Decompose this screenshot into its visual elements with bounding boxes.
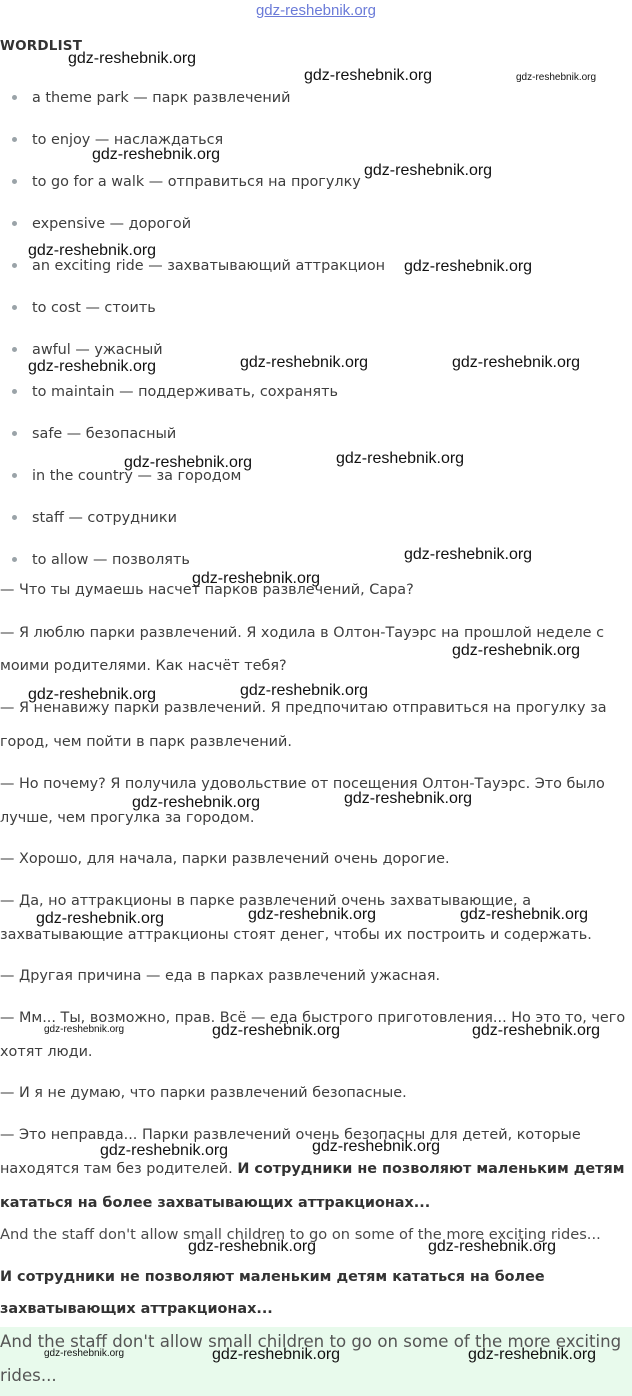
watermark: gdz-reshebnik.org [44, 1348, 125, 1359]
dialogue-line: — Что ты думаешь насчет парков развлечений, Сара? [0, 582, 414, 598]
english-translation: And the staff don't allow small children to go on some of the more exciting rides... [0, 1226, 601, 1243]
list-item: to go for a walk — отправиться на прогулку [12, 174, 612, 190]
list-item: a theme park — парк развлечений [12, 90, 612, 106]
watermark: gdz-reshebnik.org [28, 242, 157, 259]
dialogue-line: — Но почему? Я получила удовольствие от посещения Олтон-Тауэрс. Это было [0, 776, 605, 792]
watermark: gdz-reshebnik.org [212, 1022, 341, 1039]
watermark: gdz-reshebnik.org [124, 454, 253, 471]
bullet-icon [12, 95, 17, 100]
answer-text: rides... [0, 1366, 57, 1385]
answer-text: And the staff don't allow small children to go on some of the more exciting [0, 1332, 622, 1351]
bullet-icon [12, 389, 17, 394]
watermark: gdz-reshebnik.org [364, 162, 493, 179]
watermark: gdz-reshebnik.org [452, 642, 581, 659]
watermark: gdz-reshebnik.org [188, 1238, 317, 1255]
watermark: gdz-reshebnik.org [336, 450, 465, 467]
watermark: gdz-reshebnik.org [248, 906, 377, 923]
bullet-icon [12, 431, 17, 436]
highlighted-phrase: кататься на более захватывающих аттракционах... [0, 1195, 431, 1211]
highlighted-phrase: И сотрудники не позволяют маленьким детям кататься на более [0, 1269, 545, 1285]
list-item: safe — безопасный [12, 426, 612, 442]
list-item: to maintain — поддерживать, сохранять [12, 384, 612, 400]
list-item: to enjoy — наслаждаться [12, 132, 612, 148]
watermark: gdz-reshebnik.org [304, 67, 433, 84]
watermark: gdz-reshebnik.org [428, 1238, 557, 1255]
dialogue-line: моими родителями. Как насчёт тебя? [0, 658, 287, 674]
dialogue-line: хотят люди. [0, 1044, 93, 1060]
highlighted-phrase: И сотрудники не позволяют маленьким детям [237, 1161, 625, 1177]
watermark: gdz-reshebnik.org [192, 570, 321, 587]
list-item: an exciting ride — захватывающий аттракцион [12, 258, 612, 274]
bullet-icon [12, 221, 17, 226]
watermark: gdz-reshebnik.org [460, 906, 589, 923]
bullet-icon [12, 473, 17, 478]
watermark: gdz-reshebnik.org [100, 1142, 229, 1159]
list-item: staff — сотрудники [12, 510, 612, 526]
bullet-icon [12, 179, 17, 184]
dialogue-line: — И я не думаю, что парки развлечений безопасные. [0, 1085, 407, 1101]
watermark: gdz-reshebnik.org [344, 790, 473, 807]
dialogue-line: — Это неправда... Парки развлечений очень безопасны для детей, которые [0, 1127, 581, 1143]
bullet-icon [12, 347, 17, 352]
watermark: gdz-reshebnik.org [36, 910, 165, 927]
list-item: to cost — стоить [12, 300, 612, 316]
watermark: gdz-reshebnik.org [404, 258, 533, 275]
dialogue-line: — Я люблю парки развлечений. Я ходила в Олтон-Тауэрс на прошлой неделе с [0, 625, 604, 641]
watermark: gdz-reshebnik.org [68, 50, 197, 67]
list-item: expensive — дорогой [12, 216, 612, 232]
watermark: gdz-reshebnik.org [44, 1024, 125, 1035]
dialogue-line: находятся там без родителей. И сотрудники не позволяют маленьким детям [0, 1161, 625, 1177]
dialogue-line: — Мм... Ты, возможно, прав. Всё — еда быстрого приготовления... Но это то, чего [0, 1010, 626, 1026]
watermark: gdz-reshebnik.org [28, 686, 157, 703]
list-item: to allow — позволять [12, 552, 612, 568]
watermark: gdz-reshebnik.org [472, 1022, 601, 1039]
list-item: in the country — за городом [12, 468, 612, 484]
watermark: gdz-reshebnik.org [240, 682, 369, 699]
watermark: gdz-reshebnik.org [516, 72, 597, 83]
bullet-icon [12, 305, 17, 310]
bullet-icon [12, 557, 17, 562]
watermark: gdz-reshebnik.org [452, 354, 581, 371]
bullet-icon [12, 137, 17, 142]
dialogue-line: — Хорошо, для начала, парки развлечений очень дорогие. [0, 851, 450, 867]
watermark: gdz-reshebnik.org [132, 794, 261, 811]
list-item: awful — ужасный [12, 342, 612, 358]
wordlist-heading: WORDLIST [0, 38, 83, 54]
watermark: gdz-reshebnik.org [212, 1346, 341, 1363]
watermark: gdz-reshebnik.org [312, 1138, 441, 1155]
dialogue-line: захватывающие аттракционы стоят денег, чтобы их построить и содержать. [0, 927, 592, 943]
watermark: gdz-reshebnik.org [404, 546, 533, 563]
dialogue-line: — Да, но аттракционы в парке развлечений очень захватывающие, а [0, 893, 532, 909]
dialogue-line: лучше, чем прогулка за городом. [0, 810, 255, 826]
dialogue-line: — Я ненавижу парки развлечений. Я предпочитаю отправиться на прогулку за [0, 700, 607, 716]
watermark: gdz-reshebnik.org [92, 146, 221, 163]
watermark: gdz-reshebnik.org [240, 354, 369, 371]
watermark: gdz-reshebnik.org [28, 358, 157, 375]
dialogue-line: — Другая причина — еда в парках развлечений ужасная. [0, 968, 441, 984]
watermark: gdz-reshebnik.org [468, 1346, 597, 1363]
bullet-icon [12, 263, 17, 268]
dialogue-line: город, чем пойти в парк развлечений. [0, 734, 292, 750]
highlighted-phrase: захватывающих аттракционах... [0, 1301, 273, 1317]
bullet-icon [12, 515, 17, 520]
site-header-link[interactable]: gdz-reshebnik.org [255, 2, 377, 19]
